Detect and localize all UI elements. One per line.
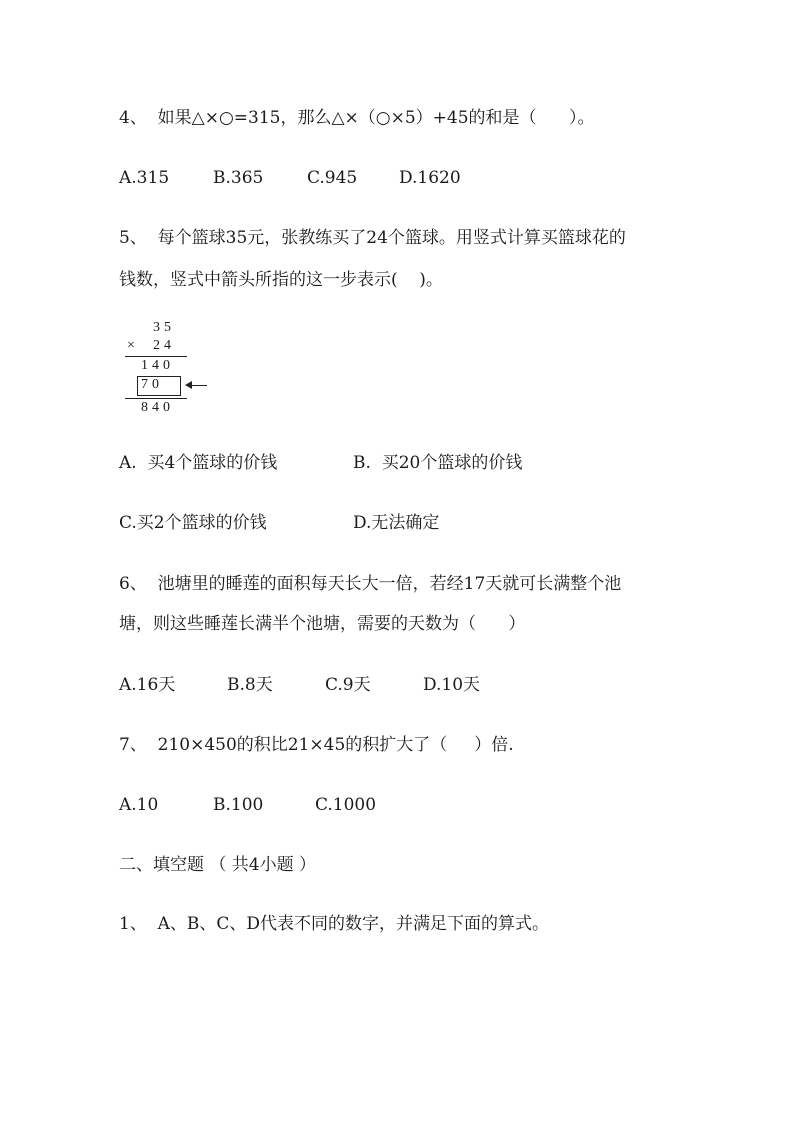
option-c: C.945 [307, 168, 358, 188]
question-4-text: 4、 如果△×○=315，那么△×（○×5）+45的和是（ ）。 [119, 108, 595, 128]
option-d: D.无法确定 [353, 513, 440, 533]
question-6-line-2: 塘，则这些睡莲长满半个池塘，需要的天数为（ ） [119, 614, 526, 634]
calc-row-multiplier: 24 [153, 338, 175, 353]
option-b: B.365 [213, 168, 264, 188]
question-6-line-1: 6、 池塘里的睡莲的面积每天长大一倍，若经17天就可长满整个池 [119, 574, 622, 594]
calc-row-partial-1: 140 [141, 358, 174, 373]
vertical-multiplication [119, 318, 229, 418]
option-d: D.1620 [399, 168, 461, 188]
question-5-line-1: 5、 每个篮球35元，张教练买了24个篮球。用竖式计算买篮球花的 [119, 228, 626, 248]
question-7-options [119, 794, 719, 816]
question-5-line-2: 钱数，竖式中箭头所指的这一步表示( )。 [119, 270, 443, 290]
calc-rule-1 [125, 356, 187, 357]
option-a: A.16天 [119, 675, 176, 695]
arrow-left-icon [185, 381, 192, 389]
option-a: A.10 [119, 795, 159, 815]
option-b: B.100 [213, 795, 264, 815]
question-5-options-row-1 [119, 452, 719, 474]
option-d: D.10天 [423, 675, 481, 695]
question-5-options-row-2 [119, 512, 719, 534]
option-a: A.315 [119, 168, 170, 188]
calc-row-partial-2: 70 [141, 377, 163, 392]
option-c: C.9天 [325, 675, 371, 695]
question-7-text: 7、 210×450的积比21×45的积扩大了（ ）倍. [119, 735, 514, 755]
option-c: C.买2个篮球的价钱 [119, 513, 267, 533]
section-2-question-1: 1、 A、B、C、D代表不同的数字，并满足下面的算式。 [119, 914, 550, 934]
question-6-options [119, 674, 719, 696]
option-b: B. 买20个篮球的价钱 [353, 453, 523, 473]
option-b: B.8天 [227, 675, 273, 695]
question-4-options [119, 167, 719, 189]
calc-times-sign: × [127, 338, 135, 353]
option-a: A. 买4个篮球的价钱 [119, 453, 278, 473]
option-c: C.1000 [315, 795, 377, 815]
section-2-heading: 二、填空题 （ 共4小题 ） [119, 855, 317, 875]
calc-row-result: 840 [141, 400, 174, 415]
calc-row-multiplicand: 35 [153, 320, 175, 335]
calc-rule-2 [125, 398, 187, 399]
